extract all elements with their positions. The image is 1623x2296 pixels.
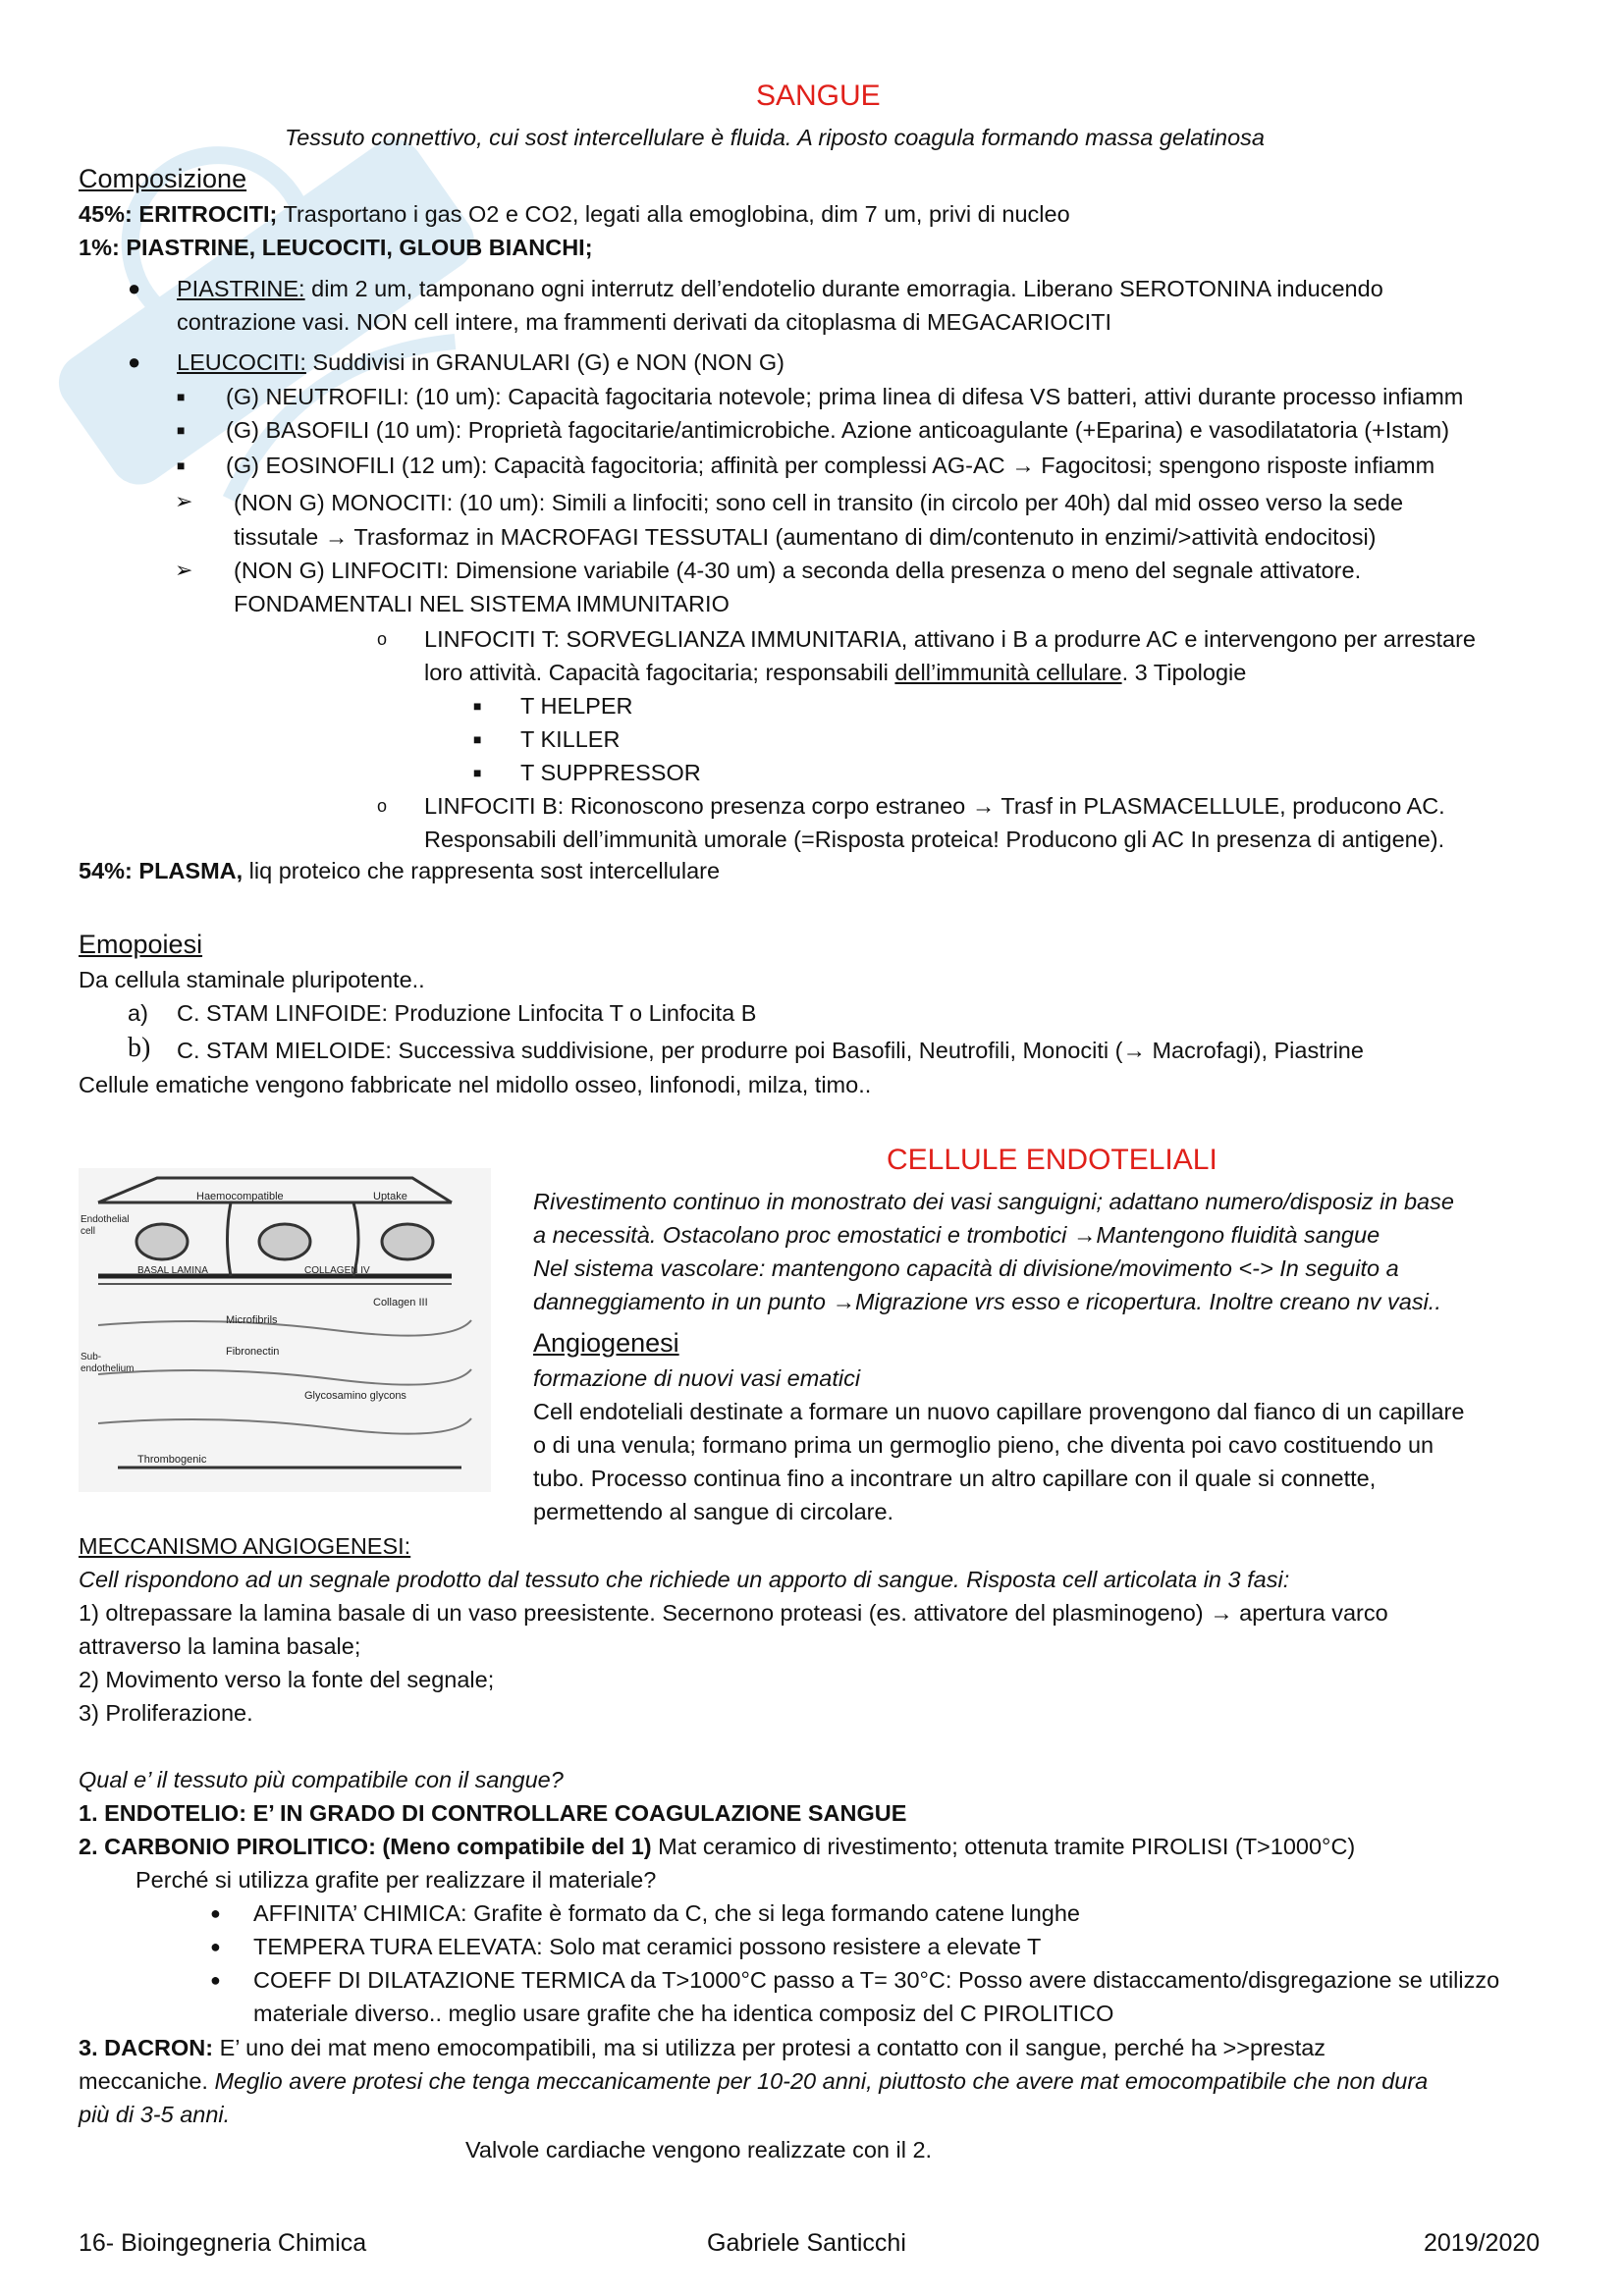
linfociti-line2: FONDAMENTALI NEL SISTEMA IMMUNITARIO xyxy=(234,591,730,616)
linfociti-t-text: loro attività. Capacità fagocitaria; responsabili xyxy=(424,660,895,685)
meccanismo-step1a: 1) oltrepassare la lamina basale di un vaso preesistente. Secernono proteasi (es. attivatore del plasminogeno) → apertura varco xyxy=(79,1600,1388,1626)
carbonio-text: Mat ceramico di rivestimento; ottenuta tramite PIROLISI (T>1000°C) xyxy=(651,1834,1356,1859)
meccanismo-step2: 2) Movimento verso la fonte del segnale; xyxy=(79,1667,495,1692)
grafite-bullet3b: materiale diverso.. meglio usare grafite che ha identica composiz del C PIROLITICO xyxy=(253,2001,1114,2026)
piastrine-text: dim 2 um, tamponano ogni interrutz dell’endotelio durante emorragia. Liberano SEROTONINA inducendo xyxy=(304,276,1383,301)
t-killer: T KILLER xyxy=(520,726,621,752)
label-haemocompatible: Haemocompatible xyxy=(196,1191,284,1202)
meccanismo-heading: MECCANISMO ANGIOGENESI: xyxy=(79,1533,411,1559)
label-endothelial: Endothelial xyxy=(81,1214,130,1225)
linfociti-b-line2: Responsabili dell’immunità umorale (=Risposta proteica! Producono gli AC In presenza di antigene). xyxy=(424,827,1445,852)
piastrine-line1 xyxy=(177,274,1383,303)
angio-a2: o di una venula; formano prima un germoglio pieno, che diventa poi cavo costituendo un xyxy=(533,1432,1434,1458)
square-bullet-icon: ■ xyxy=(473,698,482,714)
endoteliali-title: CELLULE ENDOTELIALI xyxy=(887,1144,1217,1176)
leucociti-line xyxy=(177,347,784,377)
piastrine-label: PIASTRINE: xyxy=(177,276,305,301)
linfociti-t-line1: LINFOCITI T: SORVEGLIANZA IMMUNITARIA, attivano i B a produrre AC e intervengono per arrestare xyxy=(424,626,1476,652)
page-subtitle: Tessuto connettivo, cui sost intercellulare è fluida. A riposto coagula formando massa gelatinosa xyxy=(285,125,1266,150)
valvole-note: Valvole cardiache vengono realizzate con il 2. xyxy=(465,2137,933,2163)
tessuto-item1: 1. ENDOTELIO: E’ IN GRADO DI CONTROLLARE COAGULAZIONE SANGUE xyxy=(79,1800,907,1826)
page-title: SANGUE xyxy=(756,80,881,112)
list-marker-a: a) xyxy=(128,1000,148,1026)
eosinofili-line: (G) EOSINOFILI (12 um): Capacità fagocitoria; affinità per complessi AG-AC → Fagocitosi; spengono risposte infiamm xyxy=(226,453,1435,478)
dacron-label: 3. DACRON: xyxy=(79,2035,214,2060)
dacron-meccaniche: meccaniche. xyxy=(79,2068,215,2094)
footer-year: 2019/2020 xyxy=(1424,2229,1541,2257)
tessuto-why: Perché si utilizza grafite per realizzare il materiale? xyxy=(135,1867,657,1893)
emopoiesi-heading: Emopoiesi xyxy=(79,930,203,959)
bullet-dot-icon: ● xyxy=(128,276,141,300)
piastrine-line2: contrazione vasi. NON cell intere, ma frammenti derivati da citoplasma di MEGACARIOCITI xyxy=(177,309,1112,335)
label-glycosamino: Glycosamino glycons xyxy=(304,1390,406,1402)
grafite-bullet3a: COEFF DI DILATAZIONE TERMICA da T>1000°C passo a T= 30°C: Posso avere distaccamento/disgregazione se utilizzo xyxy=(253,1967,1500,1993)
square-bullet-icon: ■ xyxy=(177,389,186,404)
meccanismo-step1b: attraverso la lamina basale; xyxy=(79,1633,361,1659)
angio-a4: permettendo al sangue di circolare. xyxy=(533,1499,894,1524)
eritrociti-line xyxy=(79,199,1070,229)
carbonio-label: 2. CARBONIO PIROLITICO: (Meno compatibile del 1) xyxy=(79,1834,652,1859)
endo-p4: danneggiamento in un punto →Migrazione vrs esso e ricopertura. Inoltre creano nv vasi.. xyxy=(533,1289,1441,1314)
dacron-text: E’ uno dei mat meno emocompatibili, ma si utilizza per protesi a contatto con il sangue, perché ha >>prestaz xyxy=(213,2035,1326,2060)
bullet-dot-icon: ● xyxy=(128,349,141,374)
emopoiesi-outro: Cellule ematiche vengono fabbricate nel midollo osseo, linfonodi, milza, timo.. xyxy=(79,1072,872,1097)
label-collagen-iv: COLLAGEN IV xyxy=(304,1265,370,1276)
label-endothelium: endothelium xyxy=(81,1363,135,1374)
angiogenesi-heading: Angiogenesi xyxy=(533,1328,679,1358)
neutrofili-line: (G) NEUTROFILI: (10 um): Capacità fagocitaria notevole; prima linea di difesa VS batteri, attivi durante processo infiamm xyxy=(226,384,1464,409)
leucociti-text: Suddivisi in GRANULARI (G) e NON (NON G) xyxy=(305,349,784,375)
emopoiesi-intro: Da cellula staminale pluripotente.. xyxy=(79,967,425,992)
bullet-dot-icon: ● xyxy=(210,1970,221,1990)
circle-bullet-icon: o xyxy=(377,629,388,649)
label-uptake: Uptake xyxy=(373,1191,407,1202)
endo-p3: Nel sistema vascolare: mantengono capacità di divisione/movimento <-> In seguito a xyxy=(533,1255,1399,1281)
linfociti-t-line2 xyxy=(424,658,1246,687)
endo-p2: a necessità. Ostacolano proc emostatici e trombotici →Mantengono fluidità sangue xyxy=(533,1222,1380,1248)
label-microfibrils: Microfibrils xyxy=(226,1314,278,1326)
label-fibronectin: Fibronectin xyxy=(226,1346,280,1358)
piastrine-leucociti-line: 1%: PIASTRINE, LEUCOCITI, GLOUB BIANCHI; xyxy=(79,235,593,260)
footer-course: 16- Bioingegneria Chimica xyxy=(79,2229,367,2257)
label-cell: cell xyxy=(81,1226,96,1237)
immunita-cellulare: dell’immunità cellulare xyxy=(894,660,1122,685)
plasma-text: liq proteico che rappresenta sost intercellulare xyxy=(243,858,721,883)
monociti-line1: (NON G) MONOCITI: (10 um): Simili a linfociti; sono cell in transito (in circolo per 40h) dal mid osseo verso la sede xyxy=(234,490,1404,515)
label-sub: Sub- xyxy=(81,1352,102,1362)
t-suppressor: T SUPPRESSOR xyxy=(520,760,701,785)
plasma-label: 54%: PLASMA, xyxy=(79,858,243,883)
eritrociti-label: 45%: ERITROCITI; xyxy=(79,201,278,227)
leucociti-label: LEUCOCITI: xyxy=(177,349,306,375)
stam-linfoide: C. STAM LINFOIDE: Produzione Linfocita T o Linfocita B xyxy=(177,1000,757,1026)
eritrociti-text: Trasportano i gas O2 e CO2, legati alla emoglobina, dim 7 um, privi di nucleo xyxy=(277,201,1070,227)
square-bullet-icon: ■ xyxy=(473,731,482,747)
monociti-line2: tissutale → Trasformaz in MACROFAGI TESSUTALI (aumentano di dim/contenuto in enzimi/>attività endocitosi) xyxy=(234,524,1377,550)
dacron-italic: Meglio avere protesi che tenga meccanicamente per 10-20 anni, piuttosto che avere mat emocompatibile che non dura xyxy=(214,2068,1429,2094)
square-bullet-icon: ■ xyxy=(177,422,186,438)
grafite-bullet1: AFFINITA’ CHIMICA: Grafite è formato da C, che si lega formando catene lunghe xyxy=(253,1900,1080,1926)
t-helper: T HELPER xyxy=(520,693,633,719)
grafite-bullet2: TEMPERA TURA ELEVATA: Solo mat ceramici possono resistere a elevate T xyxy=(253,1934,1042,1959)
endothelium-diagram xyxy=(79,1168,491,1492)
angio-a1: Cell endoteliali destinate a formare un nuovo capillare provengono dal fianco di un capillare xyxy=(533,1399,1465,1424)
label-collagen-iii: Collagen III xyxy=(373,1297,428,1308)
square-bullet-icon: ■ xyxy=(177,457,186,473)
tessuto-item3-line3: più di 3-5 anni. xyxy=(79,2102,231,2127)
label-thrombogenic: Thrombogenic xyxy=(137,1454,207,1466)
angio-a3: tubo. Processo continua fino a incontrare un altro capillare con il quale si connette, xyxy=(533,1466,1377,1491)
arrow-bullet-icon: ➢ xyxy=(175,489,193,513)
meccanismo-step3: 3) Proliferazione. xyxy=(79,1700,253,1726)
meccanismo-intro: Cell rispondono ad un segnale prodotto dal tessuto che richiede un apporto di sangue. Risposta cell articolata in 3 fasi: xyxy=(79,1567,1290,1592)
label-basal-lamina: BASAL LAMINA xyxy=(137,1265,208,1276)
tipologie-text: . 3 Tipologie xyxy=(1121,660,1247,685)
composizione-heading: Composizione xyxy=(79,164,247,193)
tessuto-item2 xyxy=(79,1832,1355,1861)
square-bullet-icon: ■ xyxy=(473,765,482,780)
arrow-bullet-icon: ➢ xyxy=(175,558,193,582)
basofili-line: (G) BASOFILI (10 um): Proprietà fagocitarie/antimicrobiche. Azione anticoagulante (+Eparina) e vasodilatatoria (+Istam) xyxy=(226,417,1450,443)
plasma-line xyxy=(79,856,720,885)
tessuto-item3-line2 xyxy=(79,2066,1428,2096)
endo-p1: Rivestimento continuo in monostrato dei vasi sanguigni; adattano numero/disposiz in base xyxy=(533,1189,1454,1214)
tessuto-item3 xyxy=(79,2033,1325,2062)
linfociti-b-line1: LINFOCITI B: Riconoscono presenza corpo estraneo → Trasf in PLASMACELLULE, producono AC. xyxy=(424,793,1445,819)
stam-mieloide: C. STAM MIELOIDE: Successiva suddivisione, per produrre poi Basofili, Neutrofili, Monociti (→ Macrofagi), Piastrine xyxy=(177,1038,1364,1063)
circle-bullet-icon: o xyxy=(377,796,388,816)
angiogenesi-sub: formazione di nuovi vasi ematici xyxy=(533,1365,861,1391)
list-marker-b: b) xyxy=(128,1033,151,1063)
bullet-dot-icon: ● xyxy=(210,1937,221,1956)
footer-author: Gabriele Santicchi xyxy=(707,2229,906,2257)
tessuto-question: Qual e’ il tessuto più compatibile con il sangue? xyxy=(79,1767,564,1792)
linfociti-line1: (NON G) LINFOCITI: Dimensione variabile (4-30 um) a seconda della presenza o meno del segnale attivatore. xyxy=(234,558,1362,583)
bullet-dot-icon: ● xyxy=(210,1903,221,1923)
